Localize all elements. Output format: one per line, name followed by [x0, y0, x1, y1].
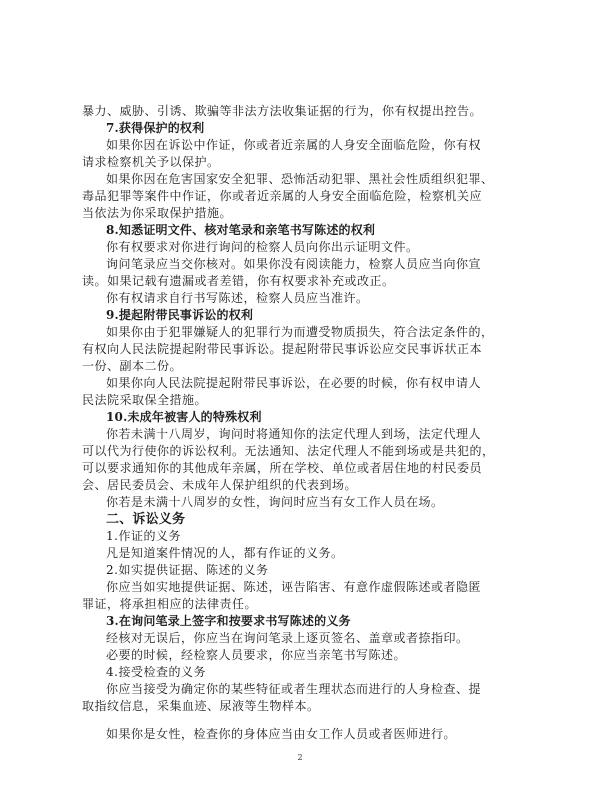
- paragraph-line: 经核对无误后，你应当在询问笔录上逐页签名、盖章或者捺指印。: [106, 631, 469, 645]
- paragraph-line: 凡是知道案件情况的人，都有作证的义务。: [106, 546, 344, 560]
- chapter-heading: 二、诉讼义务: [106, 512, 186, 527]
- subsection-heading: 1.作证的义务: [106, 529, 181, 543]
- paragraph-line: 请求检察机关予以保护。: [82, 155, 220, 169]
- section-heading: 10.未成年被害人的特殊权利: [106, 410, 262, 424]
- paragraph-line: 如果你因在诉讼中作证，你或者近亲属的人身安全面临危险，你有权: [106, 138, 482, 152]
- paragraph-line: 民法院采取保全措施。: [82, 393, 208, 407]
- paragraph-line: 你若是未满十八周岁的女性，询问时应当有女工作人员在场。: [106, 495, 444, 509]
- paragraph-line: 有权向人民法院提起附带民事诉讼。提起附带民事诉讼应交民事诉状正本: [82, 342, 483, 356]
- paragraph-line: 必要的时候，经检察人员要求，你应当亲笔书写陈述。: [106, 648, 407, 662]
- paragraph-line: 毒品犯罪等案件中作证，你或者近亲属的人身安全面临危险，检察机关应: [82, 189, 483, 203]
- section-heading: 8.知悉证明文件、核对笔录和亲笔书写陈述的权利: [106, 223, 376, 237]
- page-number: 2: [297, 753, 303, 762]
- subsection-heading: 2.如实提供证据、陈述的义务: [106, 563, 269, 577]
- section-heading: 3.在询问笔录上签字和按要求书写陈述的义务: [106, 614, 351, 628]
- paragraph-line: 询问笔录应当交你核对。如果你没有阅读能力，检察人员应当向你宣: [106, 257, 482, 271]
- paragraph-line: 你有权要求对你进行询问的检察人员向你出示证明文件。: [106, 240, 419, 254]
- paragraph-line: 暴力、威胁、引诱、欺骗等非法方法收集证据的行为，你有权提出控告。: [82, 104, 483, 118]
- paragraph-line: 会、居民委员会、未成年人保护组织的代表到场。: [82, 478, 358, 492]
- paragraph-line: 当依法为你采取保护措施。: [82, 206, 233, 220]
- paragraph-line: 读。如果记载有遗漏或者差错，你有权要求补充或改正。: [82, 274, 395, 288]
- paragraph-line: 如果你是女性，检查你的身体应当由女工作人员或者医师进行。: [106, 727, 457, 741]
- paragraph-line: 如果你由于犯罪嫌疑人的犯罪行为而遭受物质损失，符合法定条件的，: [106, 325, 494, 339]
- paragraph-line: 取指纹信息，采集血迹、尿液等生物样本。: [82, 699, 320, 713]
- paragraph-line: 你若未满十八周岁，询问时将通知你的法定代理人到场，法定代理人: [106, 427, 482, 441]
- paragraph-line: 你应当接受为确定你的某些特征或者生理状态而进行的人身检查、提: [106, 682, 482, 696]
- subsection-heading: 4.接受检查的义务: [106, 665, 206, 679]
- paragraph-line: 罪证，将承担相应的法律责任。: [82, 597, 258, 611]
- section-heading: 7.获得保护的权利: [106, 121, 205, 135]
- paragraph-line: 你有权请求自行书写陈述，检察人员应当准许。: [106, 291, 369, 305]
- paragraph-line: 一份、副本二份。: [82, 359, 183, 373]
- paragraph-line: 如果你向人民法院提起附带民事诉讼，在必要的时候，你有权申请人: [106, 376, 482, 390]
- paragraph-line: 可以代为行使你的诉讼权利。无法通知、法定代理人不能到场或是共犯的，: [82, 444, 495, 458]
- section-heading: 9.提起附带民事诉讼的权利: [106, 308, 254, 322]
- paragraph-line: 可以要求通知你的其他成年亲属，所在学校、单位或者居住地的村民委员: [82, 461, 483, 475]
- paragraph-line: 你应当如实地提供证据、陈述，诬告陷害、有意作虚假陈述或者隐匿: [106, 580, 482, 594]
- paragraph-line: 如果你因在危害国家安全犯罪、恐怖活动犯罪、黑社会性质组织犯罪、: [106, 172, 494, 186]
